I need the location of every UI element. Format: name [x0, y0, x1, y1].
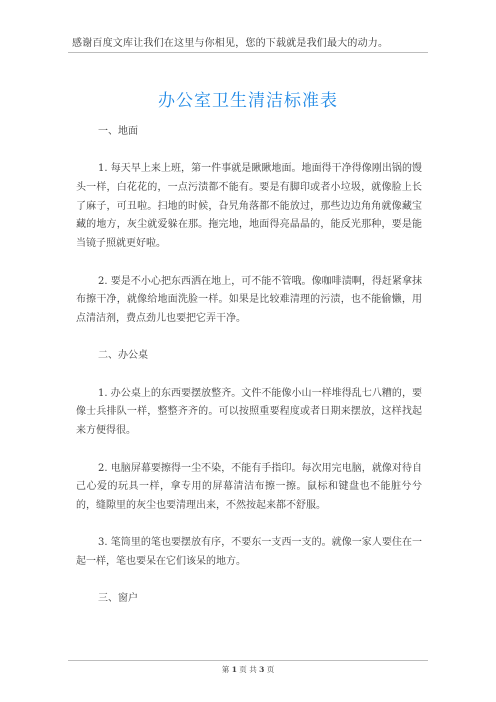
spacer: [76, 329, 422, 348]
section-heading-window: 三、窗户: [98, 593, 138, 605]
footer-divider: [68, 660, 428, 661]
spacer: [76, 441, 422, 460]
paragraph-floor-2: 2. 要是不小心把东西洒在地上，可不能不管哦。像咖啡渍啊，得赶紧拿抹布擦干净，就像给地面洗脸一样。如果是比较难清理的污渍，也不能偷懒，用点清洁剂，费点劲儿也要把它弄干净。: [76, 275, 422, 324]
paragraph-floor-1: 1. 每天早上来上班，第一件事就是瞅瞅地面。地面得干净得像刚出锅的馒头一样，白花花的，一点污渍都不能有。要是有脚印或者小垃圾，就像脸上长了麻子，可丑啦。扫地的时候，旮旯角落都不能放过，那些边边角角就像藏宝藏的地方，灰尘就爱躲在那。拖完地，地面得亮晶晶的，能反光那种，要是能当镜子照就更好啦。: [76, 163, 422, 250]
spacer: [76, 516, 422, 535]
spacer: [76, 572, 422, 591]
header-divider: [68, 52, 428, 53]
section-heading-desk: 二、办公桌: [98, 350, 148, 362]
footer-suffix: 页: [266, 665, 275, 674]
footer-prefix: 第: [221, 665, 230, 674]
footer-page-word: 页: [239, 665, 247, 674]
document-title: 办公室卫生清洁标准表: [158, 91, 338, 111]
paragraph-desk-1: 1. 办公桌上的东西要摆放整齐。文件不能像小山一样堆得乱七八糟的，要像士兵排队一样，整整齐齐的。可以按照重要程度或者日期来摆放，这样找起来方便得很。: [76, 387, 422, 437]
spacer: [76, 366, 422, 385]
paragraph-desk-3: 3. 笔筒里的笔也要摆放有序，不要东一支西一支的。就像一家人要住在一起一样，笔也要呆在它们该呆的地方。: [76, 537, 422, 568]
document-body: [76, 123, 422, 609]
section-heading-floor: 一、地面: [98, 126, 138, 137]
page-footer: [0, 664, 496, 675]
paragraph-desk-2: 2. 电脑屏幕要擦得一尘不染，不能有手指印。每次用完电脑，就像对待自己心爱的玩具一样，拿专用的屏幕清洁布擦一擦。鼠标和键盘也不能脏兮兮的，缝隙里的灰尘也要清理出来，不然按起来都不舒服。: [76, 462, 422, 511]
spacer: [76, 254, 422, 273]
spacer: [76, 142, 422, 161]
total-pages-number: 3: [259, 665, 265, 674]
header-note: 感谢百度文库让我们在这里与你相见，您的下载就是我们最大的动力。: [72, 38, 389, 49]
current-page-number: 1: [231, 665, 237, 674]
footer-total-prefix: 共: [249, 665, 257, 674]
